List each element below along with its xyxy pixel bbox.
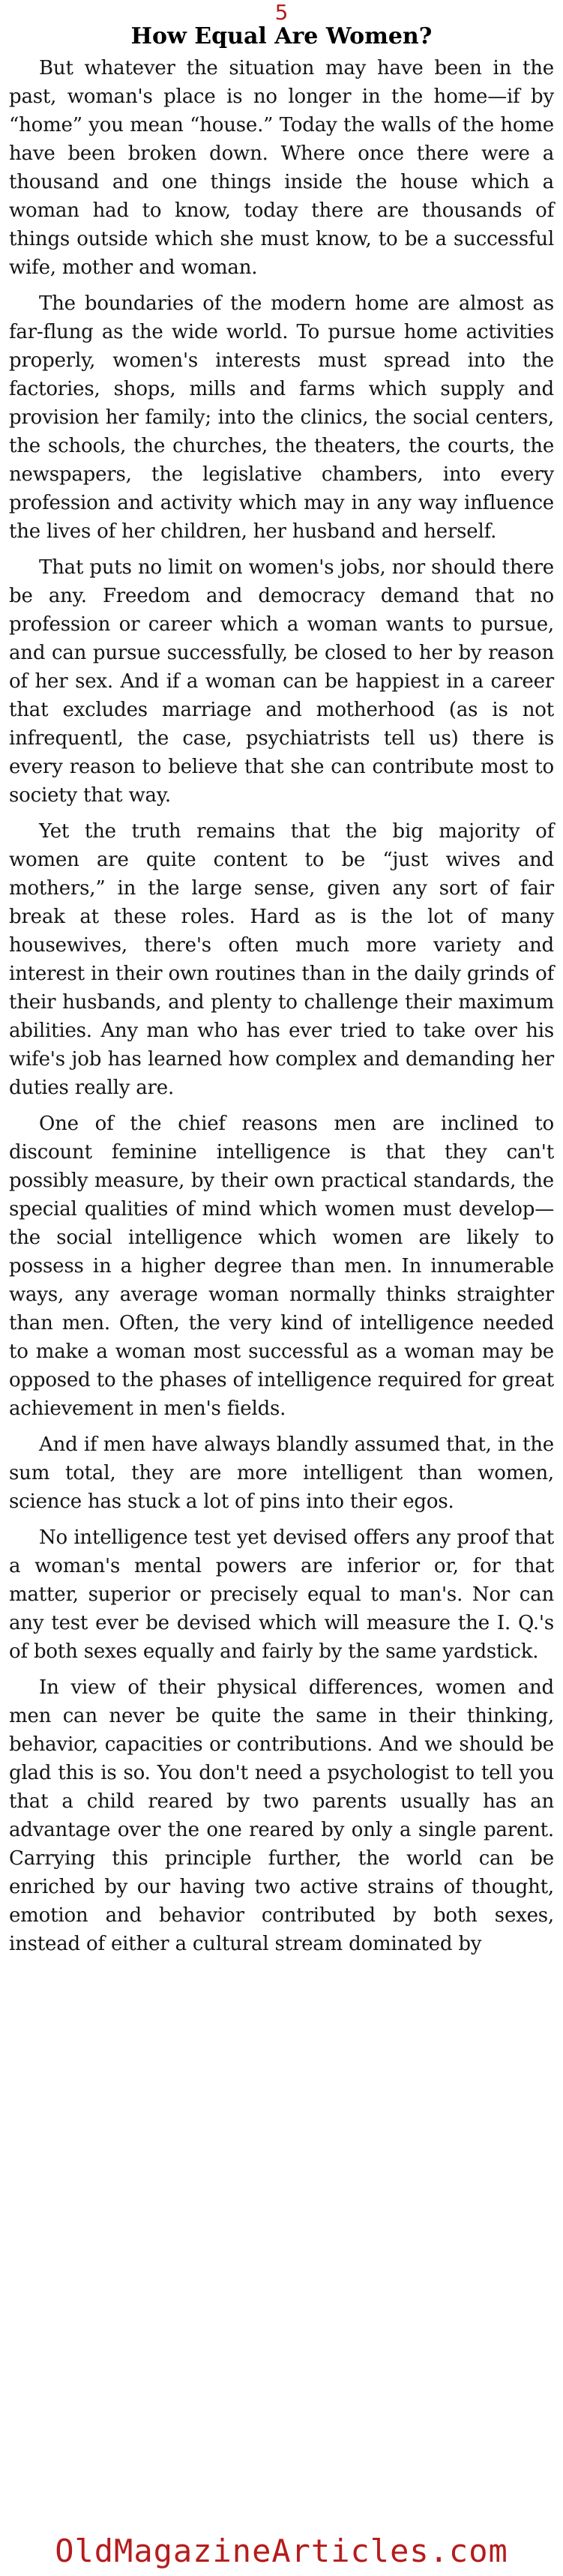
article-paragraph: Yet the truth remains that the big majority of women are quite content to be “just wives and mothers,” in the large sense, given any sort of fair break at these roles. Hard as is the lot of many housewives, there's often much more variety and interest in their own routines than in the daily grinds of their husbands, and plenty to challenge their maximum abilities. Any man who has ever tried to take over his wife's job has learned how complex and demanding her duties really are. xyxy=(9,820,554,1099)
article-paragraph: The boundaries of the modern home are almost as far-flung as the wide world. To pursue home activities properly, women's interests must spread into the factories, shops, mills and farms which supply and provision her family; into the clinics, the social centers, the schools, the churches, the theaters, the courts, the newspapers, the legislative chambers, into every profession and activity which may in any way influence the lives of her children, her husband and herself. xyxy=(9,292,554,543)
article-title: How Equal Are Women? xyxy=(130,23,433,49)
article-body xyxy=(9,54,554,1966)
site-watermark: OldMagazineArticles.com xyxy=(55,2533,508,2569)
article-paragraph: One of the chief reasons men are inclined to discount feminine intelligence is that they can't possibly measure, by their own practical standards, the special qualities of mind which women must develop—the social intelligence which women are likely to possess in a higher degree than men. In innumerable ways, any average woman normally thinks straighter than men. Often, the very kind of intelligence needed to make a woman most successful as a woman may be opposed to the phases of intelligence required for great achievement in men's fields. xyxy=(9,1113,554,1420)
article-paragraph: And if men have always blandly assumed that, in the sum total, they are more intelligent than women, science has stuck a lot of pins into their egos. xyxy=(9,1433,554,1513)
page-number: 5 xyxy=(274,0,289,25)
article-paragraph: That puts no limit on women's jobs, nor should there be any. Freedom and democracy demand that no profession or career which a woman wants to pursue, and can pursue successfully, be closed to her by reason of her sex. And if a woman can be happiest in a career that excludes marriage and motherhood (as is not infrequentl, the case, psychiatrists tell us) there is every reason to believe that she can contribute most to society that way. xyxy=(9,556,554,807)
article-paragraph: In view of their physical differences, women and men can never be quite the same in their thinking, behavior, capacities or contributions. And we should be glad this is so. You don't need a psychologist to tell you that a child reared by two parents usually has an advantage over the one reared by only a single parent. Carrying this principle further, the world can be enriched by our having two active strains of thought, emotion and behavior contributed by both sexes, instead of either a cultural stream dominated by xyxy=(9,1676,554,1955)
article-paragraph: No intelligence test yet devised offers any proof that a woman's mental powers are inferior or, for that matter, superior or precisely equal to man's. Nor can any test ever be devised which will measure the I. Q.'s of both sexes equally and fairly by the same yardstick. xyxy=(9,1526,554,1663)
article-paragraph: But whatever the situation may have been in the past, woman's place is no longer in the home—if by “home” you mean “house.” Today the walls of the home have been broken down. Where once there were a thousand and one things inside the house which a woman had to know, today there are thousands of things outside which she must know, to be a successful wife, mother and woman. xyxy=(9,57,554,279)
